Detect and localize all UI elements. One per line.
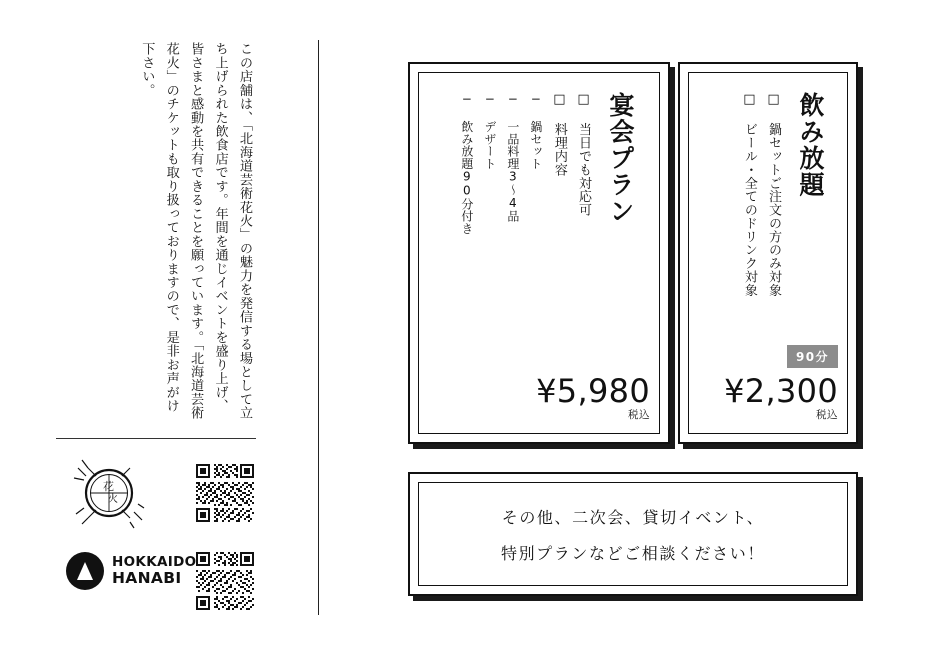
nomihodai-tax-note: 税込 (815, 408, 838, 421)
consultation-note-card (408, 472, 858, 596)
svg-text:火: 火 (108, 494, 118, 505)
enkai-bullet-1: □ 当日でも対応可 (576, 92, 591, 217)
brand-line-2: HANABI (112, 568, 182, 587)
enkai-price-block (536, 371, 650, 421)
enkai-bullet-list (454, 92, 594, 362)
qr-code-icon-1[interactable] (196, 464, 254, 522)
duration-badge: 90分 (787, 345, 838, 368)
brand-text (112, 555, 196, 586)
nomihodai-price: ¥2,300 (724, 371, 838, 410)
enkai-tax-note: 税込 (627, 408, 650, 421)
nomihodai-title: 飲み放題 (796, 92, 825, 198)
horizontal-divider (56, 438, 256, 439)
note-lines (410, 474, 856, 594)
enkai-price: ¥5,980 (536, 371, 650, 410)
note-line-2: 特別プランなどご相談ください！ (500, 543, 765, 563)
left-column (0, 0, 318, 665)
store-intro-text: この店舗は、「北海道芸術花火」の魅力を発信する場として立ち上げられた飲食店です。年間を通じイベントを盛り上げ、皆さまと感動を共有できることを願っています。「北海道芸術花火」のチケットも取り扱っておりますので、是非お声がけ下さい。 (139, 42, 252, 420)
nomihodai-price-block (724, 371, 838, 421)
note-line-1: その他、二次会、貸切イベント、 (501, 507, 765, 527)
enkai-sub-4: − 飲み放題90分付き (459, 92, 474, 235)
nomihodai-bullet-1: □ 鍋セットご注文の方のみ対象 (766, 92, 781, 297)
enkai-bullet-2: □ 料理内容 (551, 92, 567, 177)
logo-block (56, 452, 296, 612)
svg-text:花: 花 (103, 480, 114, 493)
enkai-sub-2: − 一品料理3〜4品 (505, 92, 520, 223)
nomihodai-bullet-2: □ ビール・全てのドリンク対象 (741, 92, 757, 297)
enkai-sub-1: − 鍋セット (528, 92, 543, 170)
nomihodai-card (678, 62, 858, 444)
enkai-sub-3: − デザート (482, 92, 497, 170)
hanabi-circle-icon (72, 456, 146, 530)
hokkaido-hanabi-mark-icon (66, 552, 104, 590)
nomihodai-bullet-list (736, 92, 784, 342)
qr-code-icon-2[interactable] (196, 552, 254, 610)
right-column (318, 0, 940, 665)
enkai-plan-title: 宴会プラン (606, 92, 635, 225)
enkai-plan-card (408, 62, 670, 444)
brand-lockup (66, 552, 196, 590)
brand-line-1: HOKKAIDO (112, 554, 197, 571)
